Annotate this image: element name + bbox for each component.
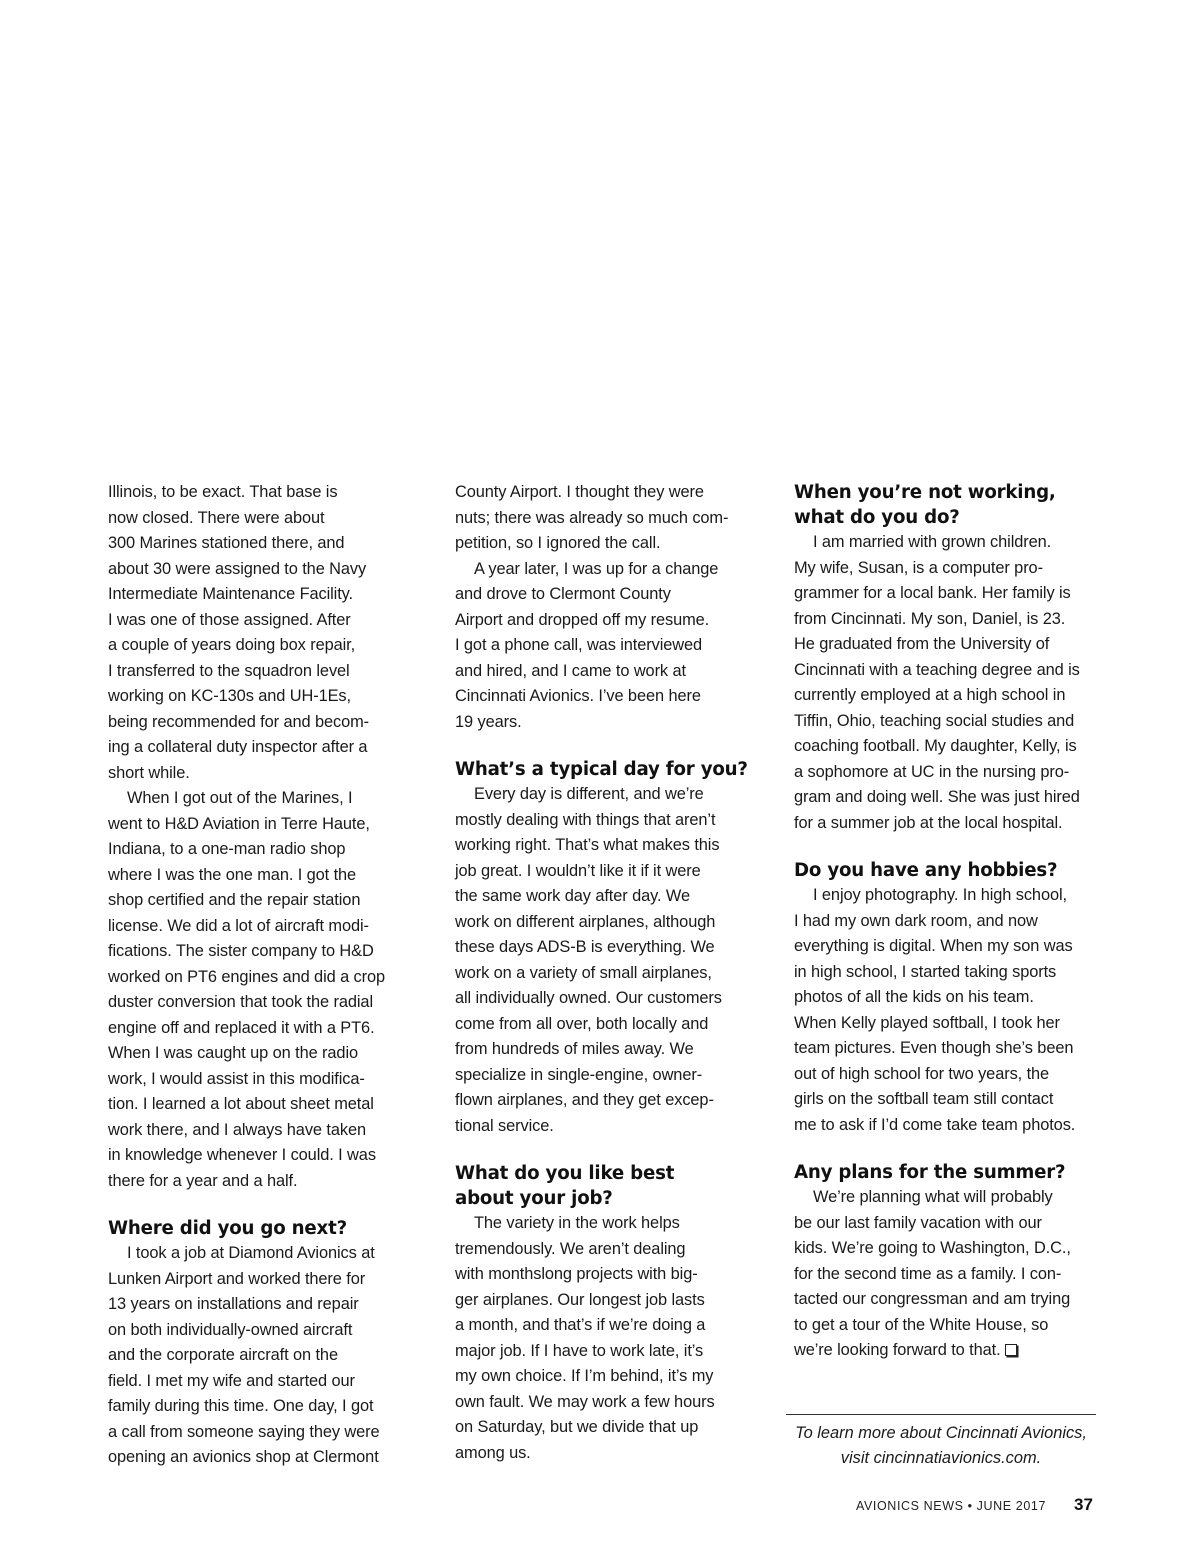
- text-line: and the corporate aircraft on the: [108, 1346, 338, 1364]
- text-line: from Cincinnati. My son, Daniel, is 23.: [794, 609, 1066, 628]
- col3-section-b: [794, 883, 1096, 1138]
- text-line: grammer for a local bank. Her family is: [794, 584, 1071, 602]
- text-line: these days ADS-B is everything. We: [455, 938, 715, 956]
- text-line: working on KC-130s and UH-1Es,: [108, 687, 351, 705]
- text-line: there for a year and a half.: [108, 1171, 298, 1190]
- text-line: my own choice. If I’m behind, it’s my: [455, 1367, 714, 1385]
- text-line: coaching football. My daughter, Kelly, is: [794, 737, 1077, 755]
- text-line: tacted our congressman and am trying: [794, 1290, 1071, 1308]
- text-line: I had my own dark room, and now: [794, 911, 1038, 930]
- text-line: work on different airplanes, although: [455, 912, 716, 931]
- text-line: in knowledge whenever I could. I was: [108, 1146, 376, 1164]
- text-line: tremendously. We aren’t dealing: [455, 1239, 686, 1258]
- section-heading: Do you have any hobbies?: [794, 860, 1058, 881]
- text-line: being recommended for and becom-: [108, 712, 370, 731]
- text-line: a sophomore at UC in the nursing pro-: [794, 762, 1070, 781]
- column-3: [794, 480, 1096, 1364]
- col3-section-c: [794, 1185, 1096, 1364]
- text-line: 13 years on installations and repair: [108, 1295, 359, 1313]
- section-heading: When you’re not working,: [794, 482, 1056, 503]
- col2-section-c: [455, 1211, 755, 1466]
- text-line-content: we’re looking forward to that.: [794, 1341, 1001, 1359]
- text-line: work, I would assist in this modifica-: [108, 1069, 365, 1088]
- text-line: work there, and I always have taken: [108, 1120, 366, 1139]
- text-line: for the second time as a family. I con-: [794, 1264, 1062, 1283]
- text-line: in high school, I started taking sports: [794, 962, 1057, 981]
- publication-footer: AVIONICS NEWS • JUNE 2017: [855, 1499, 1046, 1513]
- text-line: shop certified and the repair station: [108, 891, 361, 909]
- page-number: 37: [1074, 1495, 1093, 1514]
- text-line: Intermediate Maintenance Facility.: [108, 585, 354, 603]
- text-line: work on a variety of small airplanes,: [455, 963, 712, 982]
- text-line: nuts; there was already so much com-: [455, 508, 729, 527]
- text-line: a call from someone saying they were: [108, 1422, 380, 1441]
- text-line: team pictures. Even though she’s been: [794, 1039, 1074, 1057]
- col3-section-a: [794, 530, 1096, 836]
- text-line: A year later, I was up for a change: [474, 559, 719, 578]
- text-line: flown airplanes, and they get excep-: [455, 1091, 714, 1109]
- text-line: kids. We’re going to Washington, D.C.,: [794, 1239, 1071, 1257]
- text-line: be our last family vacation with our: [794, 1213, 1042, 1232]
- section-heading: Any plans for the summer?: [794, 1162, 1066, 1183]
- text-line: When Kelly played softball, I took her: [794, 1013, 1060, 1032]
- text-line: out of high school for two years, the: [794, 1064, 1050, 1083]
- text-line: about 30 were assigned to the Navy: [108, 559, 367, 578]
- text-line: We’re planning what will probably: [813, 1188, 1053, 1206]
- text-line: He graduated from the University of: [794, 635, 1050, 653]
- text-line: from hundreds of miles away. We: [455, 1040, 694, 1058]
- text-line: County Airport. I thought they were: [455, 483, 704, 501]
- text-line: [794, 1338, 1096, 1364]
- text-line: own fault. We may work a few hours: [455, 1392, 715, 1411]
- text-line: tion. I learned a lot about sheet metal: [108, 1095, 374, 1113]
- text-line: 300 Marines stationed there, and: [108, 534, 345, 552]
- text-line: all individually owned. Our customers: [455, 989, 722, 1007]
- text-line: photos of all the kids on his team.: [794, 988, 1034, 1006]
- text-line: When I was caught up on the radio: [108, 1044, 359, 1062]
- text-line: and drove to Clermont County: [455, 585, 671, 603]
- text-line: where I was the one man. I got the: [108, 865, 357, 884]
- text-line: engine off and replaced it with a PT6.: [108, 1018, 375, 1037]
- text-line: major job. If I have to work late, it’s: [455, 1341, 704, 1360]
- text-line: 19 years.: [455, 712, 522, 731]
- text-line: now closed. There were about: [108, 508, 325, 527]
- text-line: ing a collateral duty inspector after a: [108, 738, 368, 756]
- end-mark-icon: [1005, 1344, 1017, 1356]
- footnote-line: visit cincinnatiavionics.com.: [840, 1449, 1042, 1467]
- section-heading: What do you like best: [455, 1163, 675, 1184]
- text-line: Tiffin, Ohio, teaching social studies and: [794, 711, 1075, 730]
- text-line: job great. I wouldn’t like it if it were: [455, 861, 701, 880]
- text-line: for a summer job at the local hospital.: [794, 813, 1063, 832]
- text-line: petition, so I ignored the call.: [455, 534, 661, 552]
- text-line: I enjoy photography. In high school,: [813, 886, 1067, 904]
- column-2: [455, 480, 755, 1466]
- text-line: Indiana, to a one-man radio shop: [108, 840, 346, 858]
- text-line: I transferred to the squadron level: [108, 661, 350, 680]
- text-line: a month, and that’s if we’re doing a: [455, 1316, 706, 1334]
- text-line: When I got out of the Marines, I: [127, 789, 353, 807]
- text-line: My wife, Susan, is a computer pro-: [794, 558, 1043, 577]
- text-line: Lunken Airport and worked there for: [108, 1269, 366, 1288]
- text-line: family during this time. One day, I got: [108, 1397, 374, 1415]
- text-line: me to ask if I’d come take team photos.: [794, 1115, 1076, 1134]
- text-line: on both individually-owned aircraft: [108, 1320, 353, 1339]
- text-line: a couple of years doing box repair,: [108, 636, 356, 654]
- col1-section-a: [108, 480, 408, 1194]
- section-heading: about your job?: [455, 1188, 613, 1209]
- column-1: [108, 480, 408, 1471]
- text-line: mostly dealing with things that aren’t: [455, 810, 716, 829]
- text-line: I am married with grown children.: [813, 533, 1052, 551]
- section-heading: Where did you go next?: [108, 1218, 347, 1239]
- text-line: Illinois, to be exact. That base is: [108, 483, 338, 501]
- text-line: and hired, and I came to work at: [455, 661, 686, 680]
- text-line: Airport and dropped off my resume.: [455, 610, 710, 629]
- text-line: the same work day after day. We: [455, 887, 690, 905]
- text-line: ger airplanes. Our longest job lasts: [455, 1290, 705, 1309]
- text-line: I got a phone call, was interviewed: [455, 636, 703, 654]
- text-line: tional service.: [455, 1116, 554, 1135]
- text-line: to get a tour of the White House, so: [794, 1315, 1049, 1334]
- text-line: opening an avionics shop at Clermont: [108, 1448, 379, 1466]
- text-line: Every day is different, and we’re: [474, 785, 704, 803]
- text-line: field. I met my wife and started our: [108, 1371, 355, 1390]
- text-line: fications. The sister company to H&D: [108, 942, 374, 960]
- text-line: girls on the softball team still contact: [794, 1090, 1054, 1108]
- text-line: duster conversion that took the radial: [108, 993, 373, 1011]
- text-line: Cincinnati with a teaching degree and is: [794, 660, 1080, 679]
- text-line: on Saturday, but we divide that up: [455, 1418, 699, 1436]
- section-heading: what do you do?: [794, 507, 960, 528]
- text-line: I took a job at Diamond Avionics at: [127, 1244, 375, 1262]
- footnote-line: To learn more about Cincinnati Avionics,: [795, 1424, 1087, 1442]
- text-line: gram and doing well. She was just hired: [794, 788, 1080, 806]
- text-line: everything is digital. When my son was: [794, 937, 1073, 955]
- text-line: Cincinnati Avionics. I’ve been here: [455, 687, 701, 705]
- col2-section-a: [455, 480, 755, 735]
- text-line: The variety in the work helps: [474, 1214, 680, 1232]
- col1-section-b: [108, 1241, 408, 1471]
- text-line: short while.: [108, 763, 190, 782]
- col2-section-b: [455, 782, 755, 1139]
- section-heading: What’s a typical day for you?: [455, 759, 748, 780]
- text-line: specialize in single-engine, owner-: [455, 1065, 703, 1084]
- text-line: I was one of those assigned. After: [108, 610, 351, 629]
- text-line: worked on PT6 engines and did a crop: [108, 967, 386, 986]
- text-line: with monthslong projects with big-: [455, 1265, 698, 1283]
- text-line: currently employed at a high school in: [794, 686, 1066, 704]
- text-line: went to H&D Aviation in Terre Haute,: [108, 814, 370, 833]
- text-line: among us.: [455, 1443, 531, 1462]
- text-line: come from all over, both locally and: [455, 1014, 709, 1033]
- footnote-divider: [786, 1414, 1096, 1415]
- text-line: working right. That’s what makes this: [455, 836, 720, 854]
- text-line: license. We did a lot of aircraft modi-: [108, 916, 369, 935]
